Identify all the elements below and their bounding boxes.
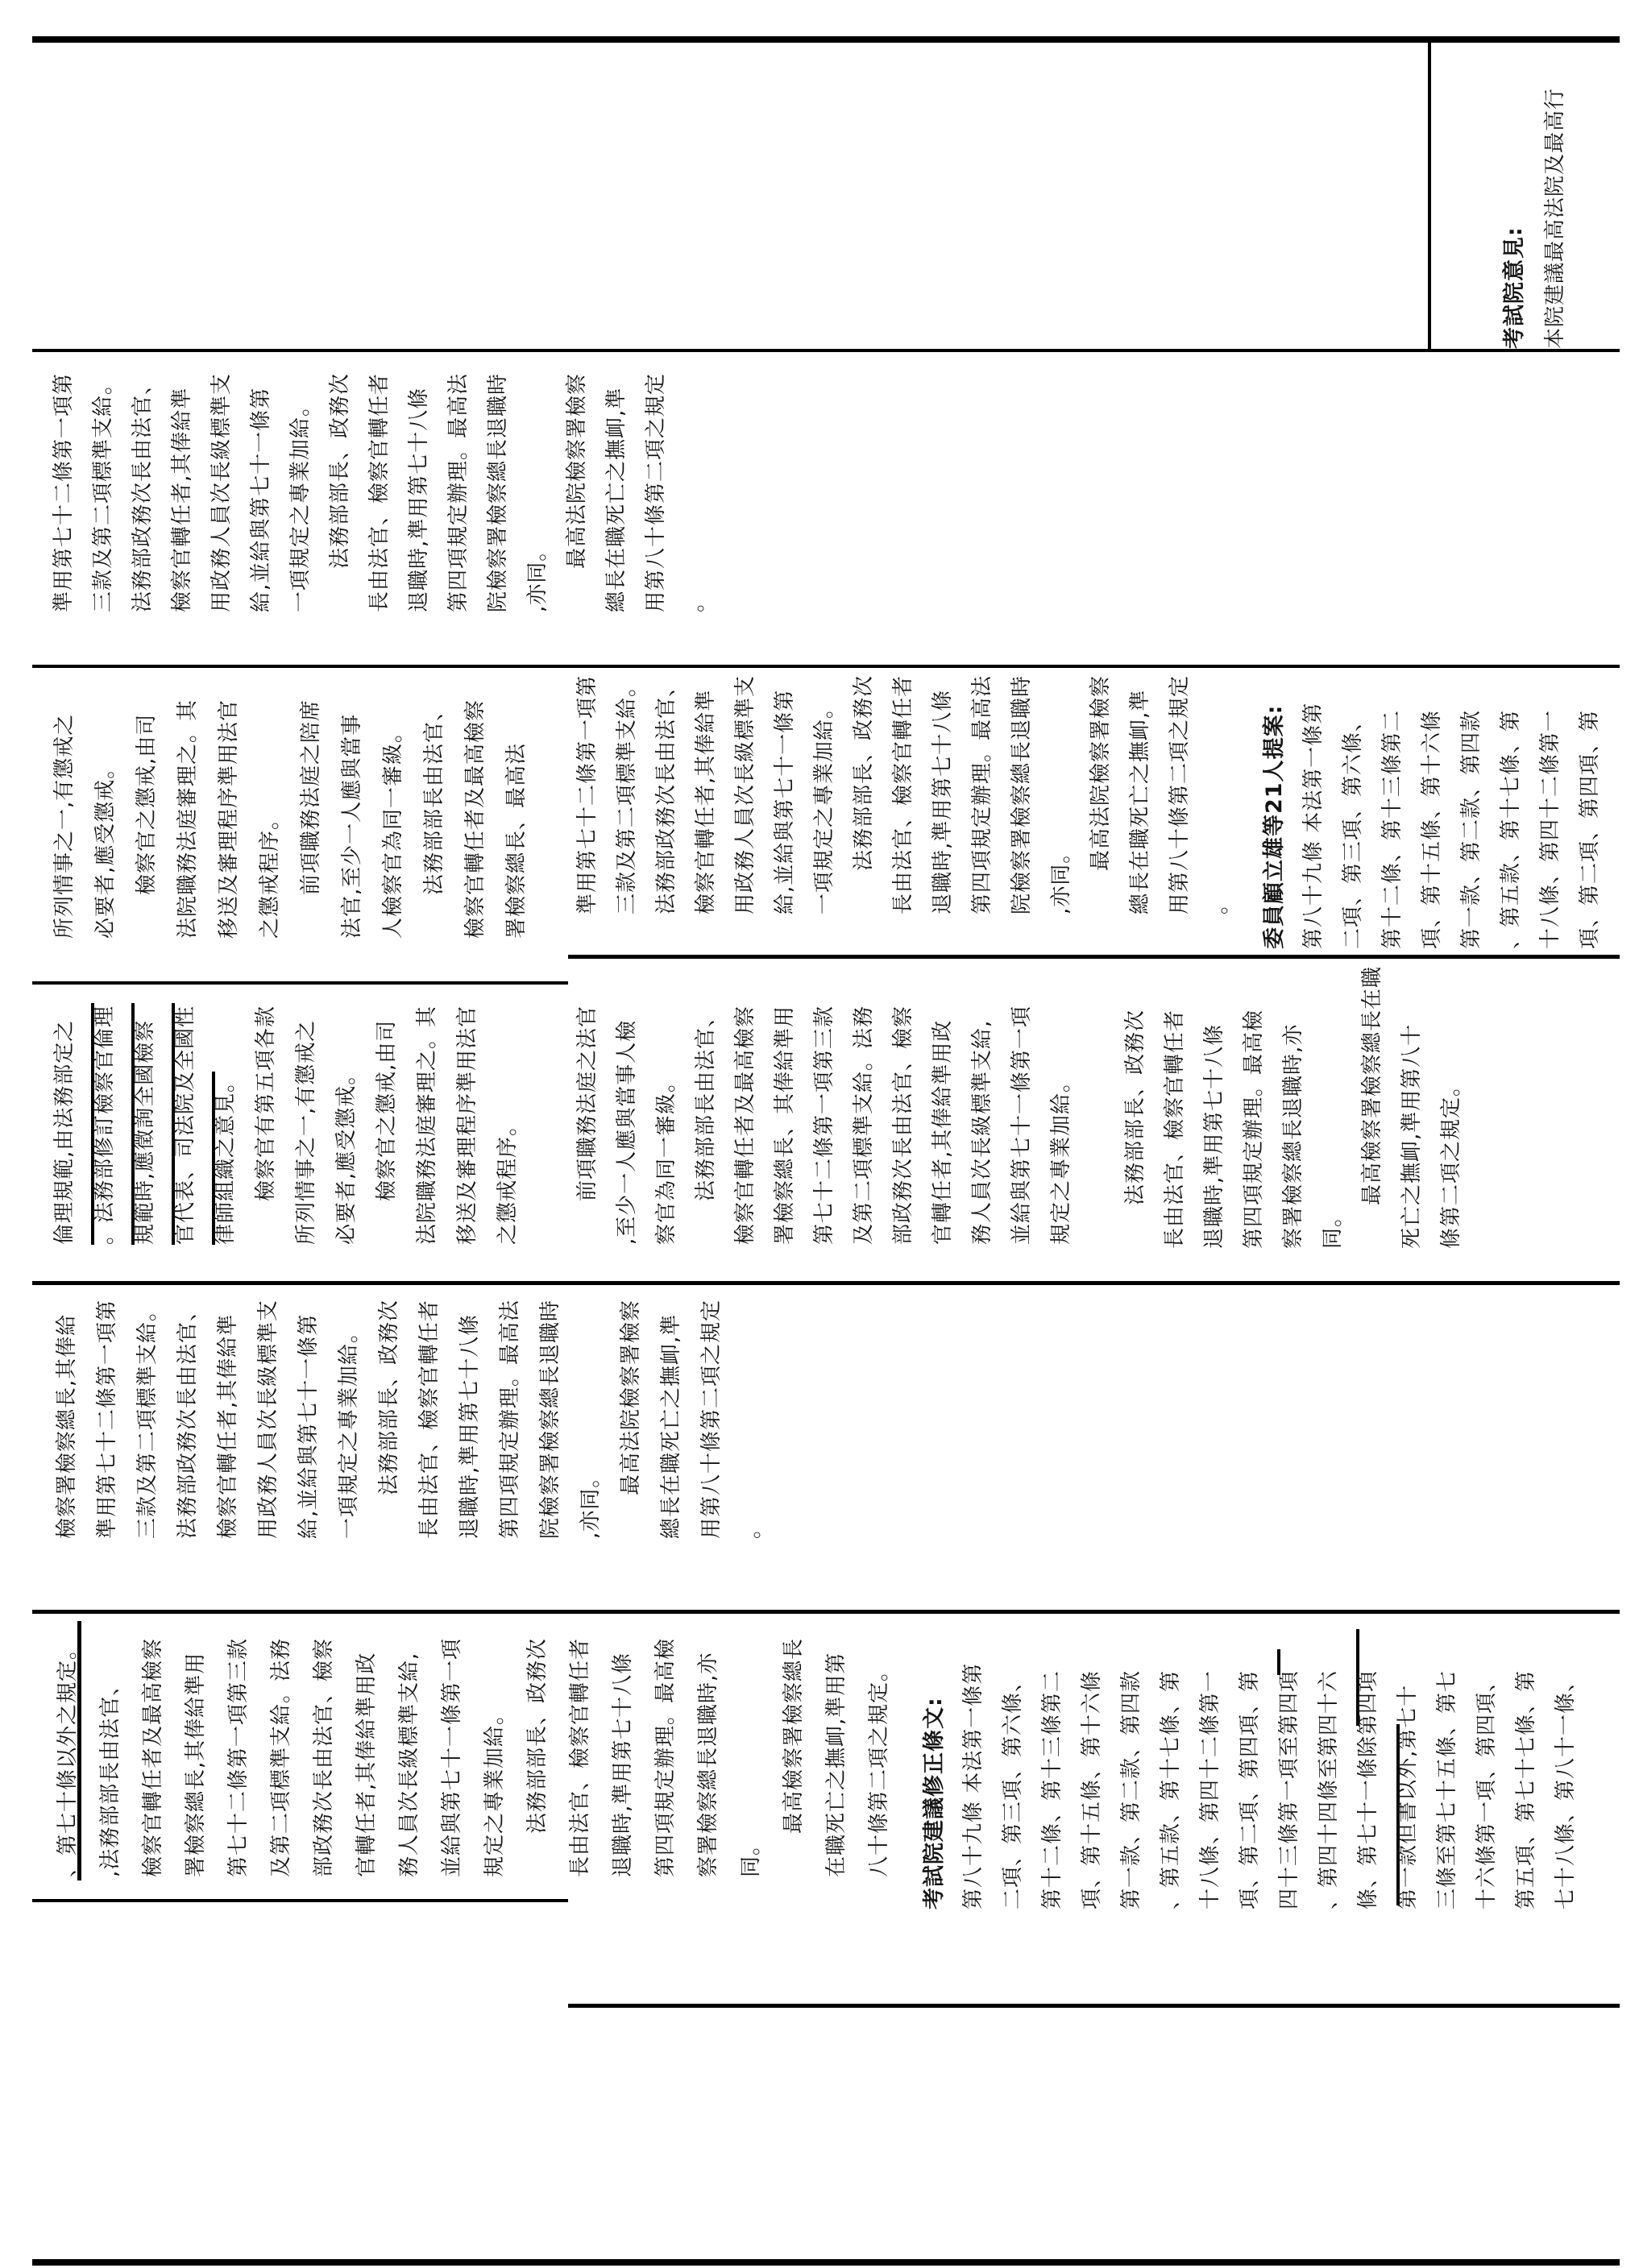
cell-band4-left-line: 檢察官有第五項各款: [254, 1005, 278, 1201]
cell-weiyuan-tian-line: 第八十九條 本法第一條第: [1301, 702, 1326, 949]
cell-band2-left-line: 法務部部長、政務次: [328, 372, 352, 569]
cell-band2-left-line: 用第八十條第二項之規定: [644, 372, 668, 612]
cell-kaoshiyuan-jianyi-line: 第十二條、第十三條第二: [1040, 1669, 1064, 1909]
cell-kaoshiyuan-jianyi-line: 考試院建議修正條文:: [922, 1697, 947, 1909]
cell-band2-left: [44, 363, 716, 612]
cell-band4-mid-line: ,至少一人應與當事人檢: [615, 1019, 639, 1245]
cell-band3-mid-line: 檢察官轉任者,其俸給準: [694, 689, 718, 914]
cell-band5-line: 。: [740, 1516, 764, 1539]
cell-band6-left-line: 第四項規定辦理。最高檢: [654, 1637, 678, 1877]
cell-weiyuan-tian-line: 項、第二項、第四項、第: [1578, 709, 1602, 949]
cell-band4-left-line: 檢察官之懲戒,由司: [375, 1019, 399, 1201]
cell-weiyuan-tian-line: 第十二條、第十三條第二: [1380, 709, 1405, 949]
cell-band4-mid-line: 第七十二條第一項第三款: [812, 1005, 836, 1245]
cell-band5-line: 用第八十條第二項之規定: [699, 1299, 724, 1539]
cell-band3-mid-line: 準用第七十二條第一項第: [575, 674, 600, 914]
cell-kaoshiyuan-jianyi-line: 十八條、第四十二條第一: [1198, 1669, 1222, 1909]
vrule-band1-divider: [1428, 39, 1431, 349]
cell-band3-mid-line: 法務部政務次長由法官、: [654, 674, 678, 914]
cell-band4-mid-line: 部政務次長由法官、檢察: [891, 1005, 915, 1245]
cell-band3-left-line: 檢察官轉任者及最高檢察: [463, 699, 488, 939]
cell-weiyuan-tian-line: 二項、第三項、第六條、: [1341, 709, 1365, 949]
cell-band4-right-line: 長由法官、檢察官轉任者: [1163, 1009, 1187, 1249]
cell-kaoshiyuan-yijian-line: 本院建議最高法院及最高行: [1543, 87, 1567, 349]
cell-band5-line: 給,並給與第七十一條第: [297, 1313, 321, 1539]
cell-band2-left-line: 第四項規定辦理。最高法: [446, 372, 471, 612]
cell-band4-right-line: 第四項規定辦理。最高檢: [1242, 1009, 1266, 1249]
cell-band3-mid-line: 退職時,準用第七十八條: [931, 689, 955, 914]
cell-band3-mid-line: 第四項規定辦理。最高法: [970, 674, 994, 914]
rule-band3-bottom-left: [32, 981, 568, 985]
cell-band2-left-line: 法務部政務次長由法官、: [131, 372, 155, 612]
cell-band4-left-line: 律師組織之意見。: [214, 1070, 238, 1245]
cell-band4-left-line: 之懲戒程序。: [496, 1113, 520, 1245]
cell-band4-right-line: 察署檢察總長退職時,亦: [1281, 1023, 1305, 1249]
cell-band2-left-line: 三款及第二項標準支給。: [91, 372, 115, 612]
cell-band3-mid-line: 。: [1207, 892, 1231, 914]
cell-band6-left-line: 退職時,準用第七十八條: [611, 1652, 635, 1877]
cell-band3-mid-line: 法務部部長、政務次: [852, 674, 876, 871]
cell-band4-mid-line: 並給與第七十一條第一項: [1010, 1005, 1034, 1245]
cell-band4-left-line: 必要者,應受懲戒。: [334, 1063, 359, 1245]
cell-weiyuan-tian-line: 項、第十五條、第十六條: [1420, 709, 1444, 949]
cell-band5-line: 一項規定之專業加給。: [337, 1321, 361, 1539]
cell-band5-line: 總長在職死亡之撫卹,準: [659, 1313, 683, 1539]
cell-band4-mid-line: 官轉任者,其俸給準用政: [931, 1019, 955, 1245]
cell-band4-left-line: 。法務部修訂檢察官倫理: [93, 1005, 117, 1245]
cell-kaoshiyuan-jianyi-line: 第八十九條 本法第一條第: [961, 1662, 985, 1909]
cell-band3-left-line: 檢察官之懲戒,由司: [135, 713, 159, 895]
cell-weiyuan-tian-line: 第一款、第二款、第四款: [1459, 709, 1483, 949]
rule-band1-bottom: [32, 349, 1620, 352]
cell-kaoshiyuan-jianyi-line: 、第五款、第十七條、第: [1159, 1669, 1183, 1909]
cell-band4-right-line: 條第二項之規定。: [1439, 1074, 1463, 1249]
cell-band4-mid-line: 規定之專業加給。: [1049, 1070, 1073, 1245]
cell-band2-left-line: 用政務人員次長級標準支: [210, 372, 234, 612]
cell-kaoshiyuan-jianyi-line: 四十三條第一項至第四項: [1277, 1669, 1301, 1909]
cell-band2-left-line: 退職時,準用第七十八條: [407, 387, 431, 612]
cell-band6-left-line: 及第二項標準支給。法務: [269, 1637, 293, 1877]
cell-band3-left-line: 人檢察官為同一審級。: [381, 720, 405, 939]
cell-band4-mid-line: 及第二項標準支給。法務: [852, 1005, 876, 1245]
cell-band4-mid-line: 署檢察總長、其俸給準用: [773, 1005, 797, 1245]
cell-band5-line: 院檢察署檢察總長退職時: [538, 1299, 562, 1539]
cell-band3-mid-line: 給,並給與第七十一條第: [773, 689, 797, 914]
cell-band3-mid-line: 用政務人員次長級標準支: [733, 674, 757, 914]
cell-weiyuan-tian: [1255, 663, 1610, 949]
cell-band3-left-line: 法官,至少一人應與當事: [340, 713, 364, 939]
cell-band4-right-line: 同。: [1321, 1204, 1345, 1249]
cell-band5-line: 檢察署檢察總長,其俸給: [55, 1313, 79, 1539]
cell-band6-left-line: 署檢察總長,其俸給準用: [184, 1652, 208, 1877]
cell-band4-left-line: 法院職務法庭審理之。其: [415, 1005, 439, 1245]
cell-weiyuan-tian-line: 委員顧立雄等21人提案:: [1262, 704, 1287, 949]
cell-band3-mid-line: 長由法官、檢察官轉任者: [891, 674, 915, 914]
cell-band2-left-line: 一項規定之專業加給。: [288, 394, 313, 612]
cell-band4-mid-line: 前項職務法庭之法官: [575, 1005, 600, 1201]
cell-kaoshiyuan-jianyi-line: 十六條第一項、第四項、: [1475, 1669, 1499, 1909]
cell-band3-mid-line: 總長在職死亡之撫卹,準: [1128, 689, 1152, 914]
cell-band6-left-line: 、第七十條以外之規定。: [56, 1637, 80, 1877]
cell-band5-line: 三款及第二項標準支給。: [135, 1299, 160, 1539]
top-border: [32, 36, 1620, 43]
cell-band3-left-line: 法院職務法庭審理之。其: [176, 699, 200, 939]
cell-kaoshiyuan-yijian-line: 考試院意見:: [1502, 226, 1527, 349]
cell-band6-left-line: ,法務部部長由法官、: [98, 1673, 122, 1877]
cell-band4-right-line: 退職時,準用第七十八條: [1202, 1023, 1226, 1249]
rule-band4-bottom: [32, 1281, 1620, 1285]
cell-band3-left-line: 移送及審理程序準用法官: [217, 699, 241, 939]
cell-kaoshiyuan-jianyi-line: 第一款但書以外,第七十: [1396, 1684, 1420, 1909]
cell-band5-line: 退職時,準用第七十八條: [458, 1313, 482, 1539]
cell-band2-left-line: 長由法官、檢察官轉任者: [367, 372, 392, 612]
cell-band6-left-line: 規定之專業加給。: [483, 1702, 507, 1877]
cell-band3-mid-line: ,亦同。: [1049, 841, 1073, 914]
cell-band2-left-line: 檢察官轉任者,其俸給準: [170, 387, 194, 612]
bottom-border: [32, 2259, 1620, 2266]
cell-band4-left-line: 倫理規範,由法務部定之: [52, 1019, 77, 1245]
cell-band5-line: 法務部部長、政務次: [377, 1299, 401, 1495]
cell-kaoshiyuan-jianyi-line: 第一款、第二款、第四款: [1119, 1669, 1143, 1909]
cell-kaoshiyuan-jianyi-line: 三條至第七十五條、第七: [1435, 1669, 1459, 1909]
cell-band6-left-line: 八十條第二項之規定。: [867, 1659, 891, 1877]
cell-kaoshiyuan-jianyi-line: 七十八條、第八十一條、: [1554, 1669, 1578, 1909]
cell-band5-line: ,亦同。: [579, 1466, 603, 1539]
cell-band3-left-line: 之懲戒程序。: [258, 807, 282, 939]
cell-band5-line: 檢察官轉任者,其俸給準: [216, 1313, 240, 1539]
cell-band6-left-line: 務人員次長級標準支給,: [397, 1652, 421, 1877]
cell-band6-left-line: 察署檢察總長退職時,亦: [696, 1652, 720, 1877]
cell-band6-left-line: 第七十二條第一項第三款: [226, 1637, 251, 1877]
cell-band3-mid-line: 一項規定之專業加給。: [812, 696, 836, 914]
cell-kaoshiyuan-yijian: [1495, 39, 1575, 349]
cell-band3-mid-line: 用第八十條第二項之規定: [1168, 674, 1192, 914]
cell-band5-line: 法務部政務次長由法官、: [176, 1299, 200, 1539]
rule-band6-bottom-left: [32, 1899, 568, 1902]
cell-band2-left-line: ,亦同。: [525, 539, 550, 612]
cell-band4-mid-line: 檢察官轉任者及最高檢察: [733, 1005, 757, 1245]
cell-band4-mid: [568, 959, 1081, 1245]
cell-band4-left-line: 官代表、司法院及全國性: [173, 1005, 197, 1245]
cell-band6-left-line: 檢察官轉任者及最高檢察: [141, 1637, 165, 1877]
cell-kaoshiyuan-jianyi: [915, 1636, 1586, 1909]
cell-band6-left-line: 在職死亡之撫卹,準用第: [824, 1652, 849, 1877]
cell-kaoshiyuan-jianyi-line: 項、第二項、第四項、第: [1238, 1669, 1262, 1909]
cell-kaoshiyuan-jianyi-line: 、第四十四條至第四十六: [1317, 1669, 1341, 1909]
cell-band4-right-line: 法務部部長、政務次: [1123, 1009, 1147, 1205]
cell-band6-left-line: 最高檢察署檢察總長: [782, 1637, 806, 1834]
cell-band4-left: [44, 995, 528, 1245]
cell-band6-left-line: 官轉任者,其俸給準用政: [355, 1652, 379, 1877]
cell-kaoshiyuan-jianyi-line: 項、第十五條、第十六條: [1080, 1669, 1104, 1909]
cell-band4-left-line: 所列情事之一,有懲戒之: [294, 1019, 318, 1245]
cell-band2-left-line: 準用第七十二條第一項第: [52, 372, 76, 612]
cell-band4-mid-line: 察官為同一審級。: [654, 1070, 678, 1245]
cell-band6-left: [47, 1611, 901, 1877]
cell-band6-left-line: 部政務次長由法官、檢察: [312, 1637, 336, 1877]
cell-band2-left-line: 。: [683, 590, 707, 612]
cell-band3-mid-line: 最高法院檢察署檢察: [1089, 674, 1113, 871]
cell-band6-left-line: 法務部部長、政務次: [525, 1637, 550, 1834]
cell-band5: [47, 1289, 772, 1539]
cell-band4-left-line: 移送及審理程序準用法官: [455, 1005, 479, 1245]
cell-band4-right-line: 最高檢察署檢察總長在職: [1360, 965, 1384, 1205]
cell-band5-line: 準用第七十二條第一項第: [95, 1299, 119, 1539]
rule-band6-bottom-right: [568, 2004, 1620, 2008]
cell-band2-left-line: 總長在職死亡之撫卹,準: [604, 387, 629, 612]
cell-band2-left-line: 最高法院檢察署檢察: [565, 372, 589, 569]
cell-band4-left-line: 規範時,應徵詢全國檢察: [133, 1019, 157, 1245]
cell-band3-left-line: 前項職務法庭之陪席: [299, 699, 323, 895]
cell-band3-left: [44, 689, 537, 939]
cell-band3-left-line: 署檢察總長、最高法: [504, 742, 529, 939]
cell-kaoshiyuan-jianyi-line: 第五項、第七十七條、第: [1514, 1669, 1538, 1909]
cell-band3-left-line: 所列情事之一,有懲戒之: [52, 713, 77, 939]
cell-band6-left-line: 同。: [739, 1833, 763, 1877]
cell-weiyuan-tian-line: 、第五款、第十七條、第: [1499, 709, 1523, 949]
cell-band5-line: 第四項規定辦理。最高法: [498, 1299, 522, 1539]
cell-band3-left-line: 法務部部長由法官、: [422, 699, 446, 895]
cell-band3-mid-line: 院檢察署檢察總長退職時: [1010, 674, 1034, 914]
cell-kaoshiyuan-jianyi-line: 二項、第三項、第六條、: [1001, 1669, 1025, 1909]
cell-kaoshiyuan-jianyi-line: 條、第七十一條除第四項: [1356, 1669, 1380, 1909]
cell-band3-left-line: 必要者,應受懲戒。: [93, 757, 118, 939]
cell-band6-left-line: 並給與第七十一條第一項: [440, 1637, 464, 1877]
cell-band4-mid-line: 務人員次長級標準支給,: [970, 1019, 994, 1245]
cell-band3-mid: [568, 665, 1239, 914]
cell-weiyuan-tian-line: 十八條、第四十二條第一: [1538, 709, 1562, 949]
cell-band2-left-line: 院檢察署檢察總長退職時: [486, 372, 510, 612]
cell-band4-right-line: 死亡之撫卹,準用第八十: [1400, 1023, 1424, 1249]
cell-band3-mid-line: 三款及第二項標準支給。: [615, 674, 639, 914]
cell-band4-mid-line: 法務部部長由法官、: [694, 1005, 718, 1201]
cell-band5-line: 長由法官、檢察官轉任者: [417, 1299, 442, 1539]
cell-band6-left-line: 長由法官、檢察官轉任者: [568, 1637, 592, 1877]
cell-band4-right: [1116, 959, 1471, 1249]
cell-band2-left-line: 給,並給與第七十一條第: [249, 387, 273, 612]
cell-band5-line: 最高法院檢察署檢察: [619, 1299, 643, 1495]
cell-band5-line: 用政務人員次長級標準支: [256, 1299, 280, 1539]
